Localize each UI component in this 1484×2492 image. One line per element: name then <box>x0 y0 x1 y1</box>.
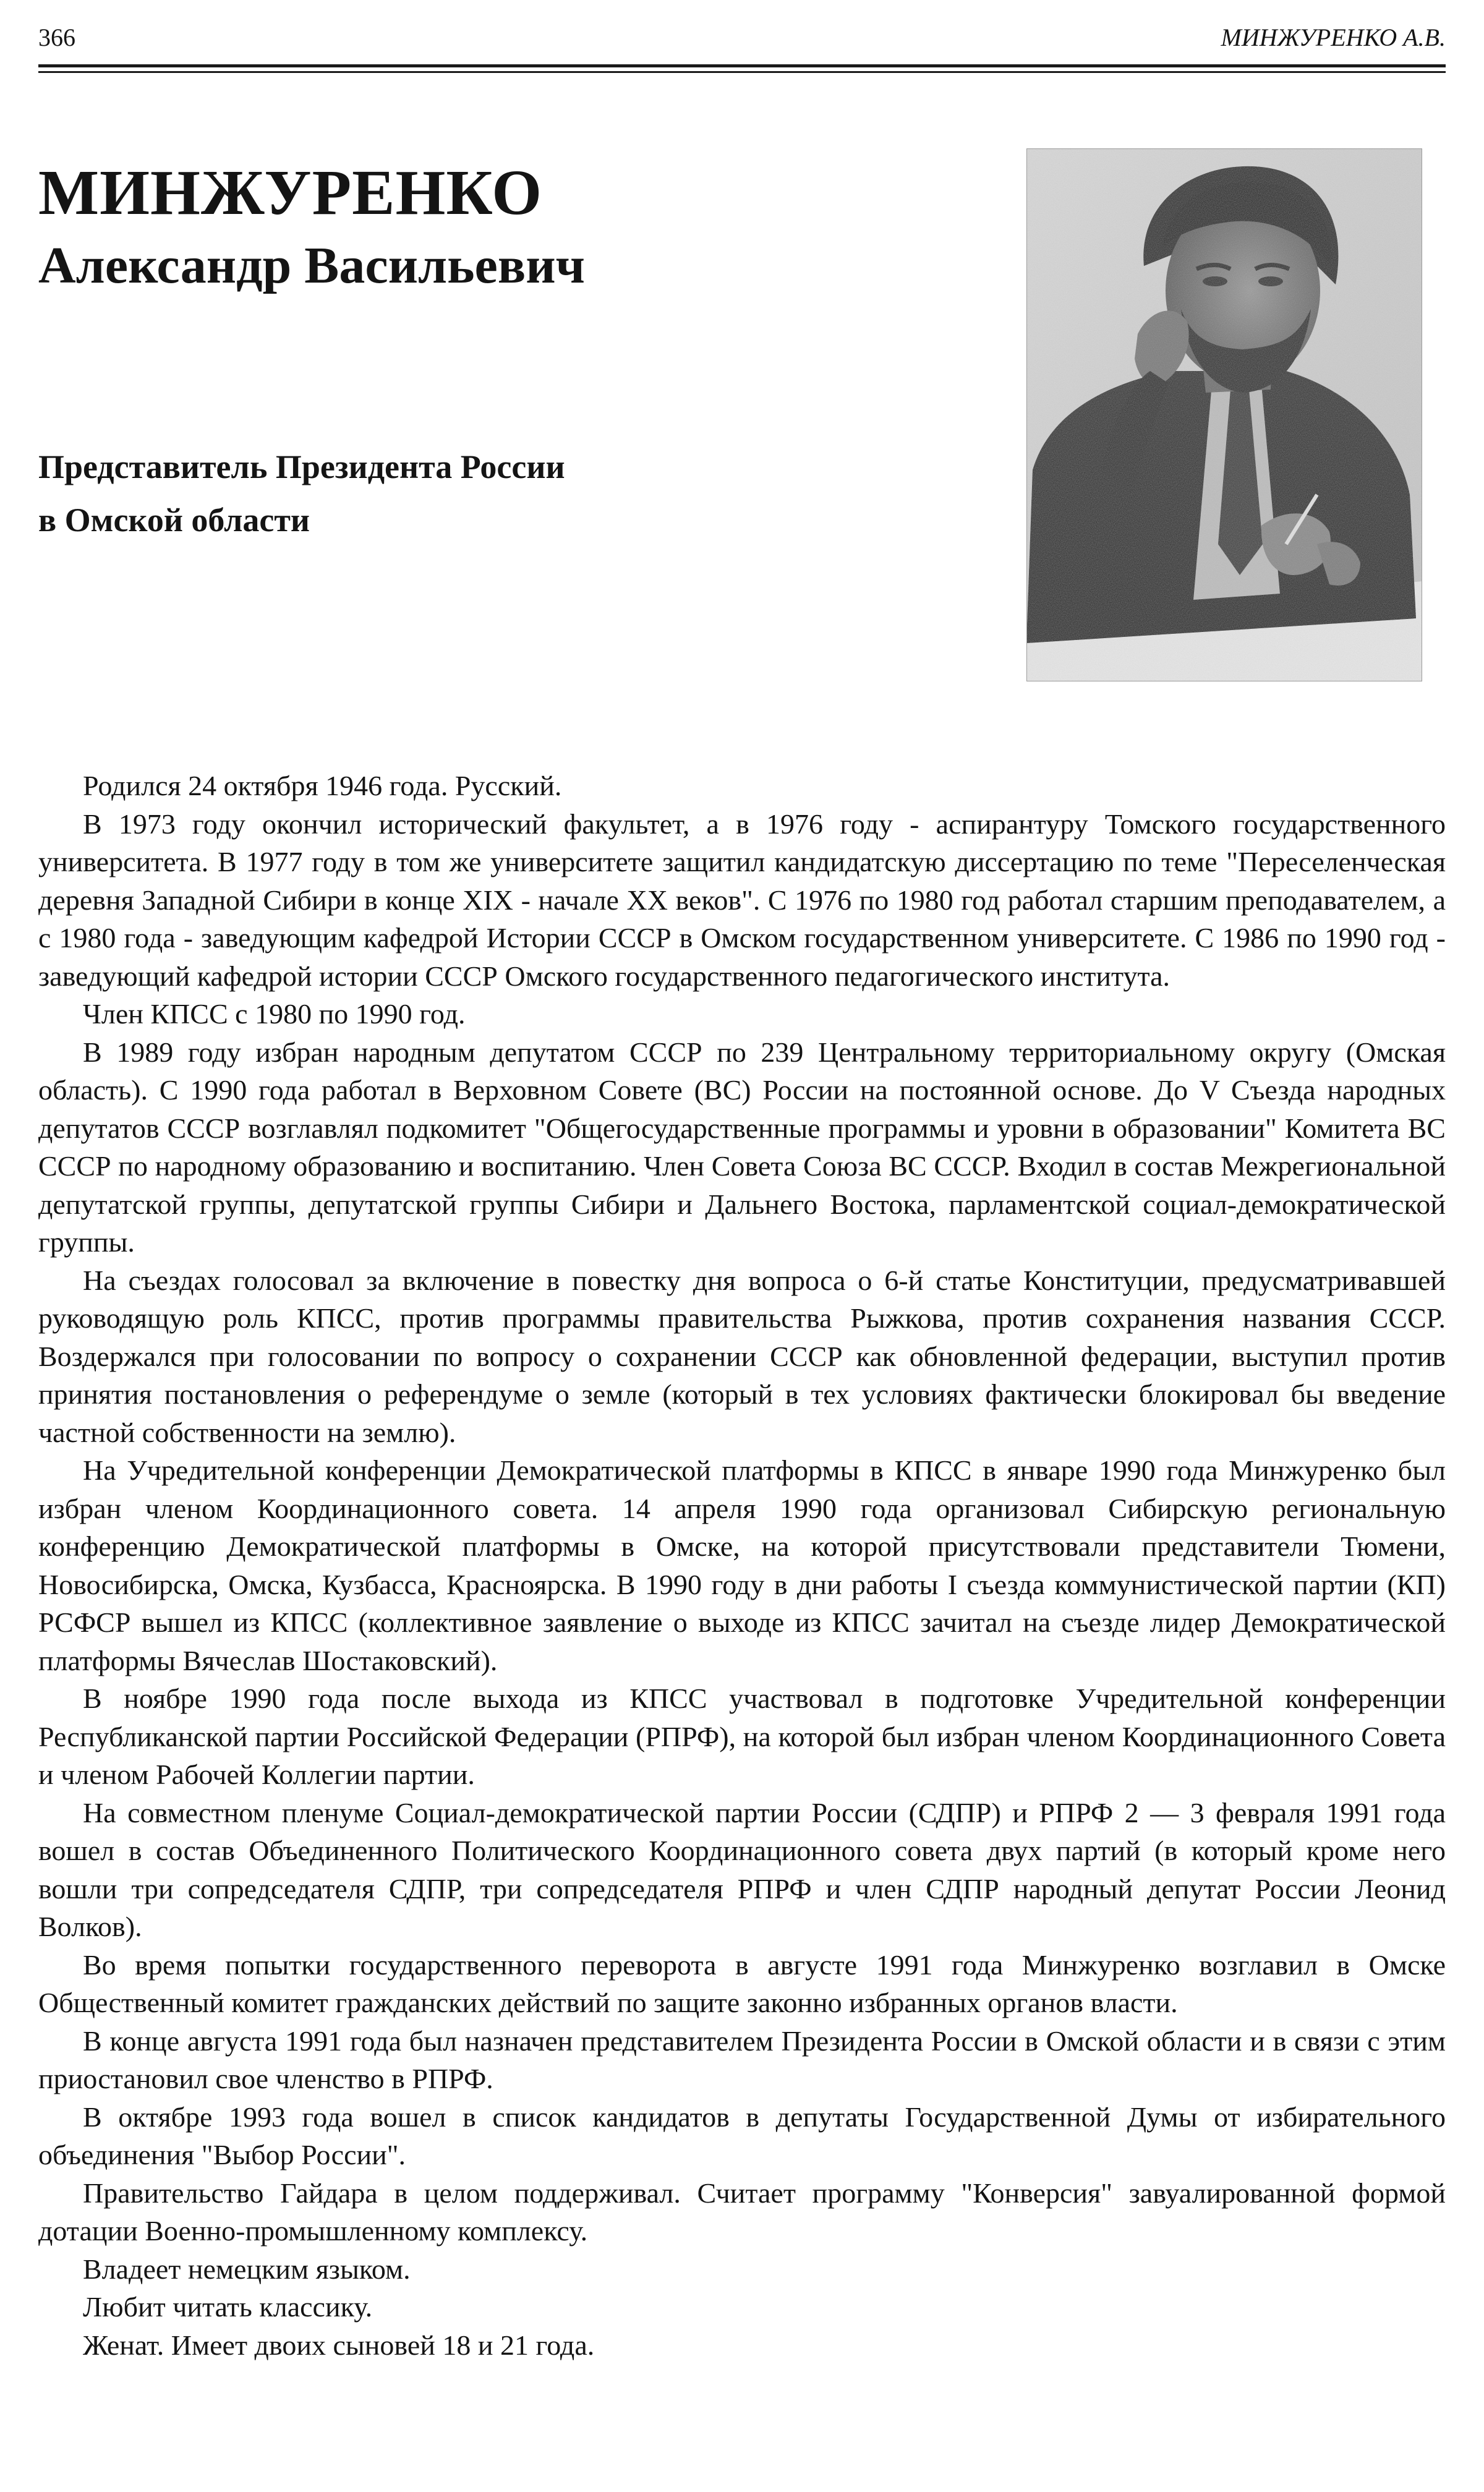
paragraph-gaidar: Правительство Гайдара в целом поддерживал. Считает программу "Конверсия" завуалированной формой дотации Военно-промышленному комплексу. <box>38 2177 1446 2247</box>
portrait-photo-icon <box>1026 148 1422 681</box>
position-line-2: в Омской области <box>38 501 310 539</box>
surname-heading: МИНЖУРЕНКО <box>38 157 543 228</box>
paragraph-voting: На съездах голосовал за включение в повестку дня вопроса о 6-й статье Конституции, предусматривавшей руководящую роль КПСС, против программы правительства Рыжкова, против сохранения названия СССР. Воздержался при голосовании по вопросу о сохранении СССР как обновленной федерации, выступил против принятия постановления о референдуме о земле (который в тех условиях фактически блокировал бы введение частной собственности на землю). <box>38 1264 1446 1448</box>
page-number: 366 <box>38 23 75 51</box>
position-line-1: Представитель Президента России <box>38 448 565 485</box>
paragraph-education: В 1973 году окончил исторический факультет, а в 1976 году - аспирантуру Томского государственного университета. В 1977 году в том же университете защитил кандидатскую диссертацию по теме "Переселенческая деревня Западной Сибири в конце XIX - начале XX веков". С 1976 по 1980 год работал старшим преподавателем, а с 1980 года - заведующим кафедрой Истории СССР в Омском государственном университете. С 1986 по 1990 год - заведующий кафедрой истории СССР Омского государственного педагогического института. <box>38 808 1446 992</box>
paragraph-rprf: В ноябре 1990 года после выхода из КПСС участвовал в подготовке Учредительной конференции Республиканской партии Российской Федерации (РПРФ), на которой был избран членом Координационного Совета и членом Рабочей Коллегии партии. <box>38 1683 1446 1790</box>
paragraph-duma-list: В октябре 1993 года вошел в список кандидатов в депутаты Государственной Думы от избирательного объединения "Выбор России". <box>38 2101 1446 2170</box>
paragraph-family: Женат. Имеет двоих сыновей 18 и 21 года. <box>83 2329 595 2361</box>
paragraph-joint-plenum: На совместном пленуме Социал-демократической партии России (СДПР) и РПРФ 2 — 3 февраля 1991 года вошел в состав Объединенного Политического Координационного совета двух партий (в который кроме него вошли три сопредседателя СДПР, три сопредседателя РПРФ и член СДПР народный депутат России Леонид Волков). <box>38 1796 1446 1942</box>
paragraph-democratic-platform: На Учредительной конференции Демократической платформы в КПСС в январе 1990 года Минжуренко был избран членом Координационного совета. 14 апреля 1990 года организовал Сибирскую региональную конференцию Демократической платформы в Омске, на которой присутствовали представители Тюмени, Новосибирска, Омска, Кузбасса, Красноярска. В 1990 году в дни работы I съезда коммунистической партии (КП) РСФСР вышел из КПСС (коллективное заявление о выходе из КПСС зачитал на съезде лидер Демократической платформы Вячеслав Шостаковский). <box>38 1454 1446 1676</box>
paragraph-party-membership: Член КПСС с 1980 по 1990 год. <box>83 998 466 1030</box>
header-rule-thin <box>38 71 1446 73</box>
biography-text <box>38 767 1446 2364</box>
paragraph-deputy: В 1989 году избран народным депутатом СССР по 239 Центральному территориальному округу (Омская область). С 1990 года работал в Верховном Совете (ВС) России на постоянной основе. До V Съезда народных депутатов СССР возглавлял подкомитет "Общегосударственные программы и уровни в образовании" Комитета ВС СССР по народному образованию и воспитанию. Член Совета Союза ВС СССР. Входил в состав Межрегиональной депутатской группы, депутатской группы Сибири и Дальнего Востока, парламентской социал-демократической группы. <box>38 1036 1446 1258</box>
portrait-photo <box>1026 148 1422 681</box>
paragraph-language: Владеет немецким языком. <box>83 2253 411 2285</box>
paragraph-appointment: В конце августа 1991 года был назначен представителем Президента России в Омской области и в связи с этим приостановил свое членство в РПРФ. <box>38 2025 1446 2094</box>
running-title: МИНЖУРЕНКО А.В. <box>1221 23 1446 51</box>
header-rule-thick <box>38 64 1446 67</box>
running-header <box>38 17 1446 61</box>
person-name <box>38 155 966 301</box>
paragraph-birth: Родился 24 октября 1946 года. Русский. <box>83 770 562 801</box>
paragraph-coup: Во время попытки государственного переворота в августе 1991 года Минжуренко возглавил в Омске Общественный комитет гражданских действий по защите законно избранных органов власти. <box>38 1948 1446 2018</box>
position-title <box>38 440 904 547</box>
given-names-heading: Александр Васильевич <box>38 237 585 294</box>
paragraph-hobby: Любит читать классику. <box>83 2291 373 2323</box>
